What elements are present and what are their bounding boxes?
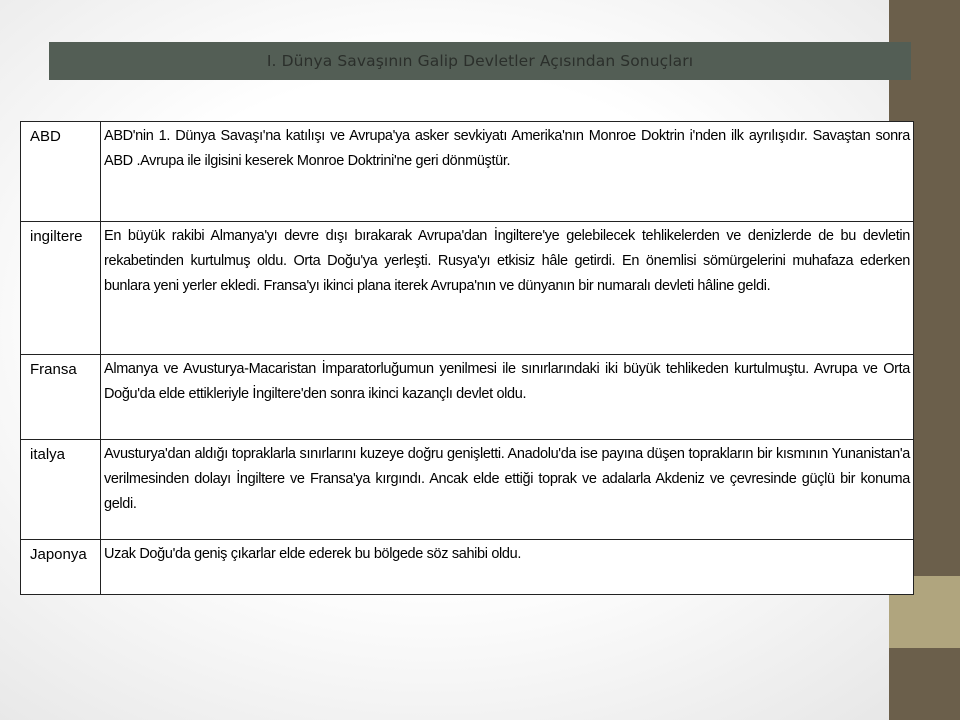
title-bar [49, 42, 911, 80]
country-cell: ABD [21, 122, 101, 222]
description-cell: En büyük rakibi Almanya'yı devre dışı bırakarak Avrupa'dan İngiltere'ye gelebilecek tehlikelerden ve denizlerde de bu devletin rekabetinden kurtulmuş oldu. Orta Doğu'ya yerleşti. Rusya'yı etkisiz hâle getirdi. En önemlisi sömürgelerini muhafaza ederken bunlara yeni yerler ekledi. Fransa'yı ikinci plana iterek Avrupa'nın ve dünyanın bir numaralı devleti hâline geldi. [101, 222, 914, 355]
table-row [21, 355, 914, 440]
table-row [21, 540, 914, 595]
country-cell: italya [21, 440, 101, 540]
description-cell: Avusturya'dan aldığı topraklarla sınırlarını kuzeye doğru genişletti. Anadolu'da ise payına düşen toprakların bir kısmının Yunanistan'a verilmesinden dolayı İngiltere ve Fransa'ya kırgındı. Ancak elde ettiği toprak ve adalarla Akdeniz ve çevresinde güçlü bir konuma geldi. [101, 440, 914, 540]
country-cell: Fransa [21, 355, 101, 440]
description-cell: ABD'nin 1. Dünya Savaşı'na katılışı ve Avrupa'ya asker sevkiyatı Amerika'nın Monroe Doktrin i'nden ilk ayrılışıdır. Savaştan sonra ABD .Avrupa ile ilgisini keserek Monroe Doktrini'ne geri dönmüştür. [101, 122, 914, 222]
table-row [21, 222, 914, 355]
results-table [20, 121, 914, 595]
country-cell: Japonya [21, 540, 101, 595]
slide-title: I. Dünya Savaşının Galip Devletler Açısından Sonuçları [266, 52, 694, 70]
table-row [21, 440, 914, 540]
description-cell: Uzak Doğu'da geniş çıkarlar elde ederek bu bölgede söz sahibi oldu. [101, 540, 914, 595]
country-cell: ingiltere [21, 222, 101, 355]
description-cell: Almanya ve Avusturya-Macaristan İmparatorluğumun yenilmesi ile sınırlarındaki iki büyük tehlikeden kurtulmuştu. Avrupa ve Orta Doğu'da elde ettikleriyle İngiltere'den sonra ikinci kazançlı devlet oldu. [101, 355, 914, 440]
table-row [21, 122, 914, 222]
